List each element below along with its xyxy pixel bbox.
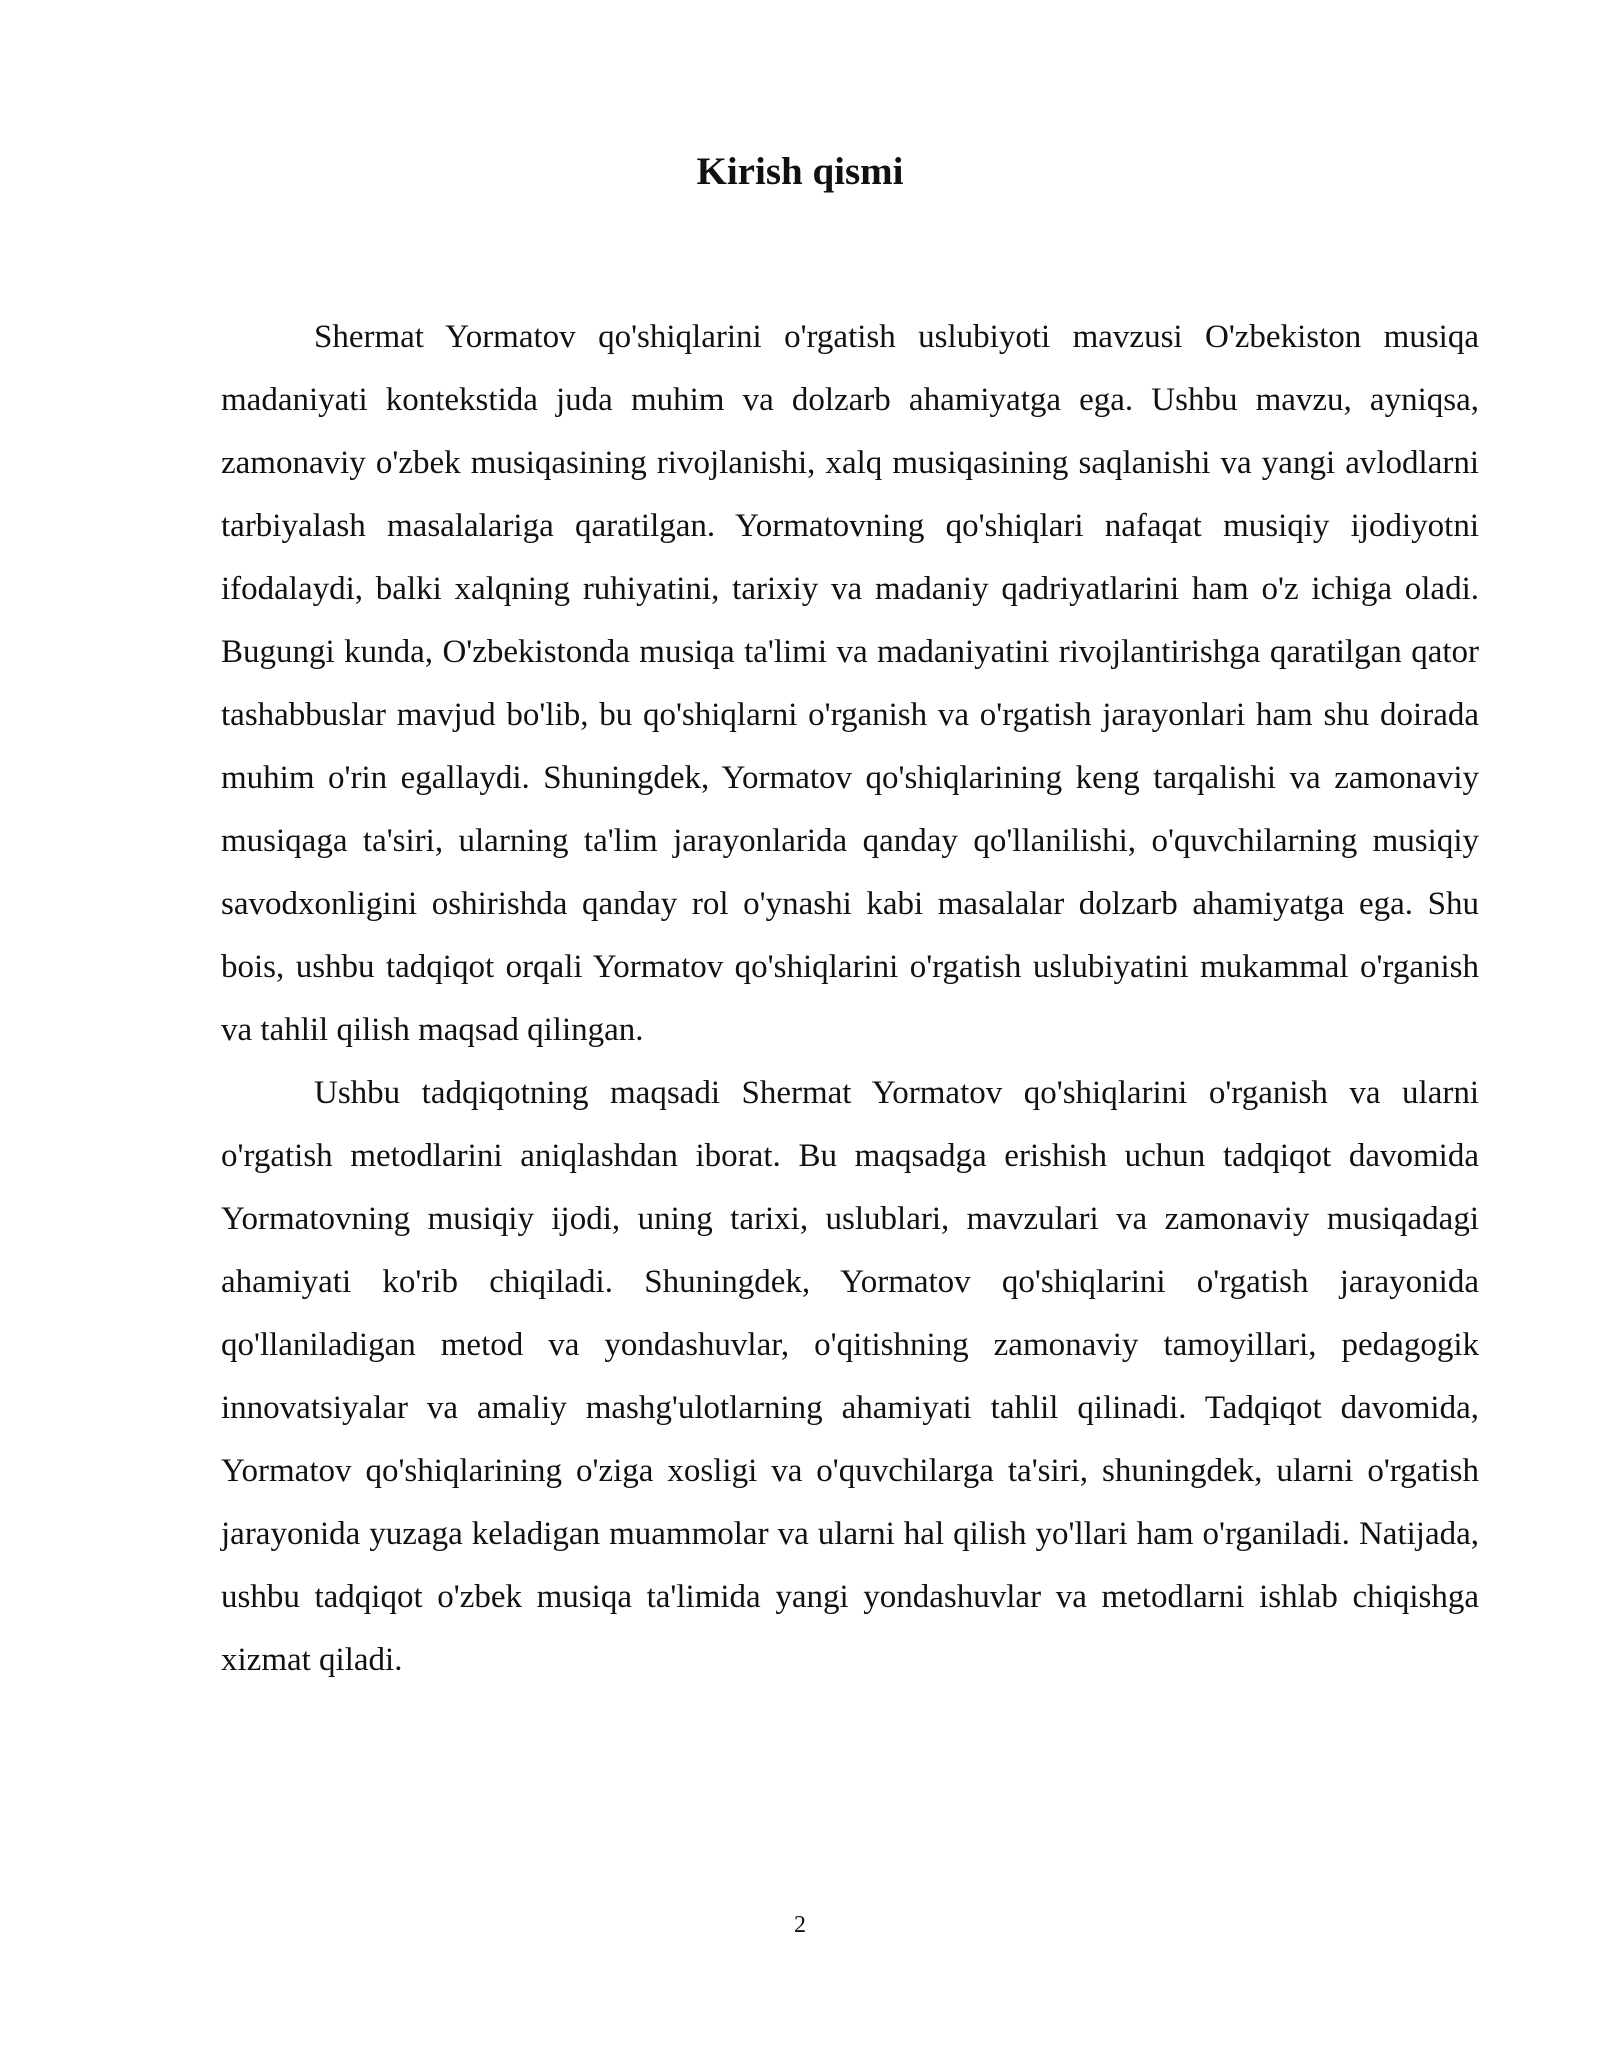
paragraph-2: Ushbu tadqiqotning maqsadi Shermat Yormatov qo'shiqlarini o'rganish va ularni o'rgatish metodlarini aniqlashdan iborat. Bu maqsadga erishish uchun tadqiqot davomida Yormatovning musiqiy ijodi, uning tarixi, uslublari, mavzulari va zamonaviy musiqadagi ahamiyati ko'rib chiqiladi. Shuningdek, Yormatov qo'shiqlarini o'rgatish jarayonida qo'llaniladigan metod va yondashuvlar, o'qitishning zamonaviy tamoyillari, pedagogik innovatsiyalar va amaliy mashg'ulotlarning ahamiyati tahlil qilinadi. Tadqiqot davomida, Yormatov qo'shiqlarining o'ziga xosligi va o'quvchilarga ta'siri, shuningdek, ularni o'rgatish jarayonida yuzaga keladigan muammolar va ularni hal qilish yo'llari ham o'rganiladi. Natijada, ushbu tadqiqot o'zbek musiqa ta'limida yangi yondashuvlar va metodlarni ishlab chiqishga xizmat qiladi. bbox=[221, 1075, 1479, 1678]
page-number: 2 bbox=[794, 1912, 806, 1938]
paragraph-1: Shermat Yormatov qo'shiqlarini o'rgatish uslubiyoti mavzusi O'zbekiston musiqa madaniyati kontekstida juda muhim va dolzarb ahamiyatga ega. Ushbu mavzu, ayniqsa, zamonaviy o'zbek musiqasining rivojlanishi, xalq musiqasining saqlanishi va yangi avlodlarni tarbiyalash masalalariga qaratilgan. Yormatovning qo'shiqlari nafaqat musiqiy ijodiyotni ifodalaydi, balki xalqning ruhiyatini, tarixiy va madaniy qadriyatlarini ham o'z ichiga oladi. Bugungi kunda, O'zbekistonda musiqa ta'limi va madaniyatini rivojlantirishga qaratilgan qator tashabbuslar mavjud bo'lib, bu qo'shiqlarni o'rganish va o'rgatish jarayonlari ham shu doirada muhim o'rin egallaydi. Shuningdek, Yormatov qo'shiqlarining keng tarqalishi va zamonaviy musiqaga ta'siri, ularning ta'lim jarayonlarida qanday qo'llanilishi, o'quvchilarning musiqiy savodxonligini oshirishda qanday rol o'ynashi kabi masalalar dolzarb ahamiyatga ega. Shu bois, ushbu tadqiqot orqali Yormatov qo'shiqlarini o'rgatish uslubiyatini mukammal o'rganish va tahlil qilish maqsad qilingan. bbox=[221, 319, 1479, 1048]
body-text bbox=[221, 306, 1479, 1692]
section-title: Kirish qismi bbox=[696, 150, 904, 193]
